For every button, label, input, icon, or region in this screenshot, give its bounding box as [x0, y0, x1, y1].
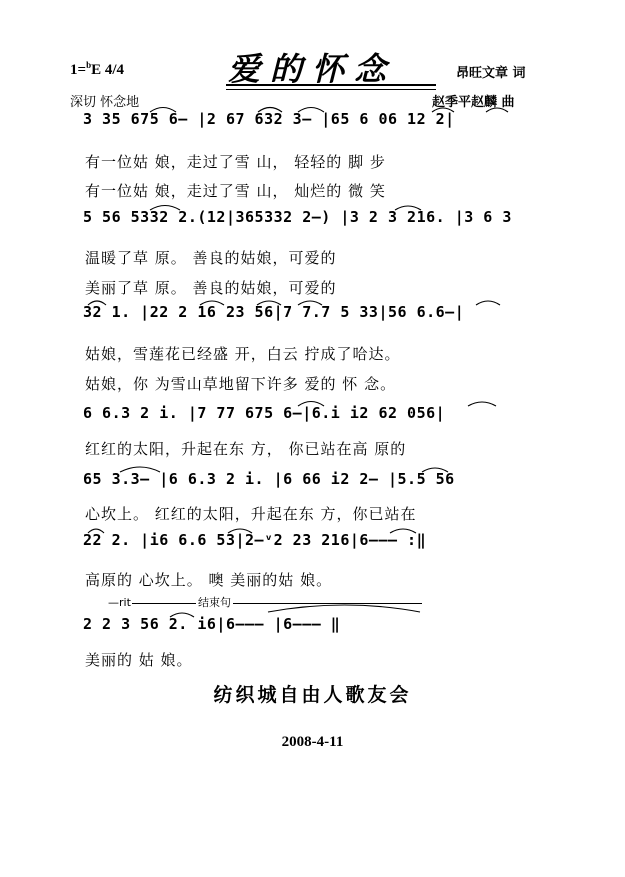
lyric-row-7: 红红的太阳，升起在东 方， 你已站在高 原的	[85, 440, 407, 458]
notation-row-3: 32 1. |22 2 16 23 56|7 7.7 5 33|56 6.6—|	[83, 303, 465, 321]
slur-mark	[468, 402, 496, 406]
ending-marker: 结束句	[198, 596, 231, 609]
slur-mark	[476, 301, 500, 305]
notation-row-5: 65 3.3— |6 6.3 2 i. |6 66 i2 2— |5.5 56	[83, 470, 455, 488]
lyric-row-6: 姑娘，你 为雪山草地留下许多 爱的 怀 念。	[85, 375, 397, 393]
key-signature: 1=$^b$E 4/4	[70, 60, 125, 78]
notation-row-4: 6 6.3 2 i. |7 77 675 6—|6.i i2 62 056|	[83, 404, 446, 422]
tempo-marking: 深切 怀念地	[70, 95, 140, 110]
ritardando-line	[132, 603, 422, 604]
notation-row-2: 5 56 5332 2.(12|365332 2—) |3 2 3 216. |3 6 3	[83, 208, 512, 226]
lyric-row-10: 美丽的 姑 娘。	[85, 651, 193, 669]
lyric-row-8: 心坎上。 红红的太阳，升起在东 方，你已站在	[85, 505, 417, 523]
notation-row-7: 2 2 3 56 2. i6|6——— |6——— ‖	[83, 615, 341, 633]
lyric-row-4: 美丽了草 原。 善良的姑娘，可爱的	[85, 279, 337, 297]
lyric-row-3: 温暖了草 原。 善良的姑娘，可爱的	[85, 249, 337, 267]
lyric-row-1: 有一位姑 娘，走过了雪 山， 轻轻的 脚 步	[85, 153, 386, 171]
composer-credit: 赵季平赵麟 曲	[432, 95, 515, 110]
lyric-row-9: 高原的 心坎上。 噢 美丽的姑 娘。	[85, 571, 333, 589]
slur-mark	[268, 605, 420, 612]
lyric-row-5: 姑娘，雪莲花已经盛 开，白云 拧成了哈达。	[85, 345, 401, 363]
notation-row-1: 3 35 675 6— |2 67 632 3— |65 6 06 12 2|	[83, 110, 455, 128]
lyric-row-2: 有一位姑 娘，走过了雪 山， 灿烂的 微 笑	[85, 182, 386, 200]
ritardando-marking: —rit	[108, 596, 131, 609]
song-title: 爱的怀念	[228, 50, 397, 88]
title-underline	[226, 84, 436, 90]
lyricist-credit: 昂旺文章 词	[456, 66, 526, 81]
notation-row-6: 22 2. |i6 6.6 53|2—ᵛ2 23 216|6——— :‖	[83, 531, 427, 549]
organization-name: 纺织城自由人歌友会	[213, 684, 412, 706]
date-text: 2008-4-11	[281, 734, 344, 750]
flat-sign: b	[86, 60, 92, 70]
